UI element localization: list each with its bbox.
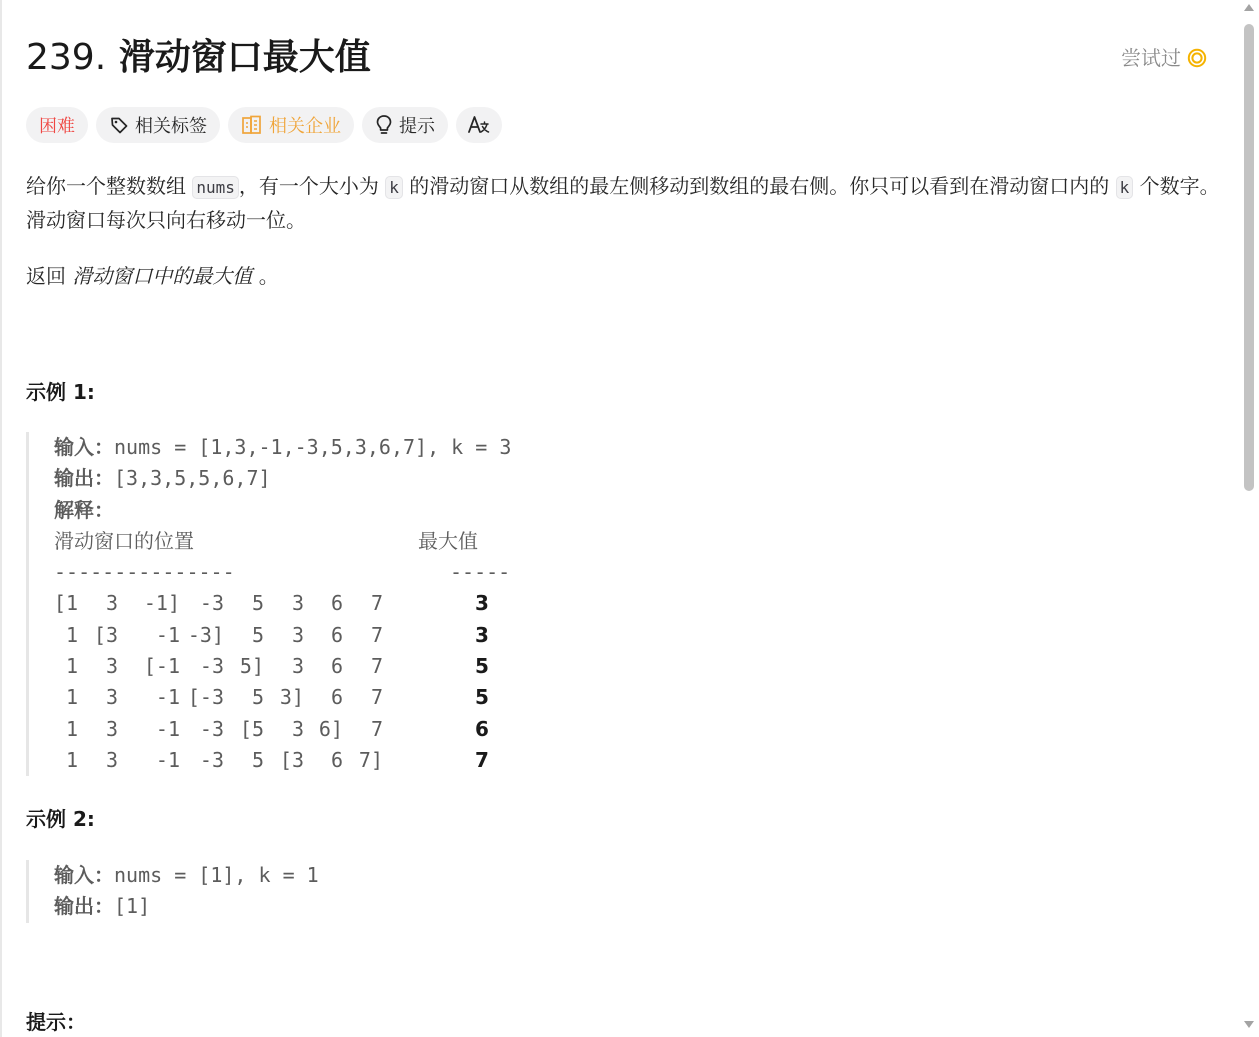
return-emphasis: 滑动窗口中的最大值 [72,264,253,288]
statement-text: 个数字。滑动窗口每次只向右移动一位。 [26,174,1220,232]
window-cell: 5 [251,685,264,710]
window-cell: -3 [199,716,224,741]
window-cell: 3] [279,685,304,710]
problem-statement [26,170,1221,237]
window-cell: 6 [330,747,343,772]
window-cell: -1 [155,685,180,710]
building-icon [241,115,263,135]
output-value: [3,3,5,5,6,7] [114,466,271,491]
attempt-status [1121,44,1207,72]
window-table-row [54,745,586,776]
window-cell: [3 [93,622,118,647]
window-cell: 3 [105,654,118,679]
window-cell: 5 [251,622,264,647]
window-cell: 3 [105,591,118,616]
window-cell: 7 [370,591,383,616]
output-label: 输出： [54,894,114,919]
inline-code-k: k [1116,176,1134,199]
window-cell: 1 [65,654,78,679]
window-cell: 3 [105,685,118,710]
input-label: 输入： [54,435,114,459]
example-1-input [54,432,586,463]
example-1-explain [54,495,586,526]
translate-icon [467,114,491,136]
problem-number: 239. [26,37,107,78]
window-cell: 1 [65,747,78,772]
window-table-row [54,620,586,651]
window-cell: 7 [370,654,383,679]
window-cell: [3 [279,747,304,772]
topics-tag-label: 相关标签 [135,116,207,137]
attempted-circle-icon [1187,48,1207,68]
window-max-value: 5 [475,654,489,679]
window-table-row [54,714,586,745]
window-max-value: 3 [475,591,489,616]
companies-tag-button[interactable] [228,107,354,143]
window-cell: 7 [370,622,383,647]
window-cell: -3 [199,654,224,679]
hints-tag-button[interactable] [362,107,448,143]
window-cell: 1 [65,716,78,741]
return-text: 。 [252,264,279,288]
output-label: 输出： [54,466,114,491]
window-cell: 3 [291,716,304,741]
input-value: nums = [1,3,-1,-3,5,3,6,7], k = 3 [114,435,512,459]
input-label: 输入： [54,863,114,887]
window-max-value: 3 [475,622,489,647]
window-cell: -3 [199,747,224,772]
input-value: nums = [1], k = 1 [114,863,319,887]
hints-tag-label: 提示 [399,116,435,137]
window-cell: 6 [330,622,343,647]
example-2-output [54,891,426,922]
window-table-rows [54,588,586,776]
window-cell: 6 [330,685,343,710]
output-value: [1] [114,894,151,919]
window-cell: [5 [239,716,264,741]
window-cell: 3 [105,716,118,741]
window-cell: 6] [318,716,343,741]
inline-code-nums: nums [192,176,239,199]
statement-text: ，有一个大小为 [238,174,386,198]
hints-heading: 提示： [26,1010,86,1034]
window-table-header [54,526,586,557]
window-cell: -1 [155,716,180,741]
example-2-heading: 示例 2: [26,807,95,831]
example-1-output [54,463,586,494]
window-cell: -1 [155,747,180,772]
statement-text: 的滑动窗口从数组的最左侧移动到数组的最右侧。你只可以看到在滑动窗口内的 [402,174,1116,198]
window-cell: 5] [239,654,264,679]
window-cell: 3 [291,591,304,616]
window-max-value: 5 [475,685,489,710]
example-1-heading: 示例 1: [26,380,95,404]
window-cell: -1 [155,622,180,647]
topics-tag-button[interactable] [96,107,220,143]
window-cell: 5 [251,591,264,616]
example-2-input [54,860,426,891]
window-cell: 5 [251,747,264,772]
window-table-row [54,588,586,619]
example-1-block [26,432,586,776]
translate-button[interactable] [456,107,502,143]
window-cell: 3 [291,654,304,679]
explain-label: 解释： [54,497,114,522]
window-cell: [-1 [143,654,180,679]
scroll-down-arrow-icon[interactable] [1244,1021,1254,1028]
divider-window: --------------- [54,560,235,585]
inline-code-k: k [385,176,403,199]
window-cell: 1 [65,622,78,647]
window-cell: -1] [143,591,180,616]
lightbulb-icon [375,114,393,136]
window-cell: 1 [65,685,78,710]
window-cell: [-3 [187,685,224,710]
tag-bar [26,107,502,143]
window-cell: 7 [370,716,383,741]
vertical-scrollbar[interactable] [1240,0,1259,1037]
window-max-value: 6 [475,716,489,741]
column-max: 最大值 [418,528,478,553]
page-title [26,36,371,80]
return-text: 返回 [26,264,73,288]
window-cell: 3 [105,747,118,772]
panel-left-border [0,0,2,1037]
window-cell: -3] [187,622,224,647]
status-label: 尝试过 [1121,46,1181,70]
column-window: 滑动窗口的位置 [54,528,194,553]
window-cell: 7] [358,747,383,772]
difficulty-label: 困难 [39,116,75,137]
example-2-block [26,860,426,923]
scroll-up-arrow-icon[interactable] [1244,4,1254,11]
window-cell: 7 [370,685,383,710]
window-cell: [1 [53,591,79,616]
statement-text: 给你一个整数数组 [26,174,193,198]
window-table-divider [54,557,586,588]
scrollbar-thumb[interactable] [1244,24,1254,491]
window-cell: 3 [291,622,304,647]
window-cell: -3 [199,591,224,616]
difficulty-badge[interactable] [26,107,88,143]
divider-max: ----- [450,560,511,585]
problem-title: 滑动窗口最大值 [118,37,371,78]
tag-icon [109,115,129,135]
window-max-value: 7 [475,747,489,772]
window-cell: 6 [330,654,343,679]
window-table-row [54,682,586,713]
window-cell: 6 [330,591,343,616]
companies-tag-label: 相关企业 [269,116,341,137]
return-statement [26,260,279,293]
window-table-row [54,651,586,682]
